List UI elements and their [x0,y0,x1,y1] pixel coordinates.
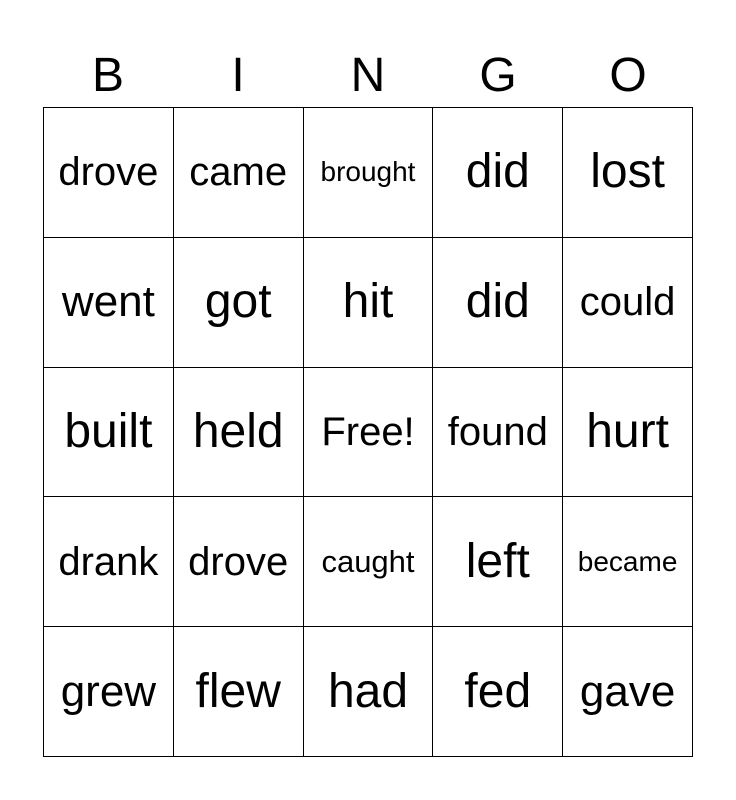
bingo-cell: did [433,108,563,238]
bingo-cell: found [433,368,563,498]
bingo-cell: built [44,368,174,498]
bingo-cell: flew [174,627,304,757]
bingo-cell: had [304,627,434,757]
bingo-cell: left [433,497,563,627]
bingo-cell: hurt [563,368,693,498]
bingo-cell: fed [433,627,563,757]
header-letter-b: B [91,49,124,102]
bingo-cell: went [44,238,174,368]
bingo-cell: lost [563,108,693,238]
bingo-cell: got [174,238,304,368]
header-letter-g: G [479,49,517,102]
header-letter-i: I [231,49,245,102]
bingo-header [43,46,693,106]
bingo-board [43,107,693,757]
bingo-cell: drove [174,497,304,627]
bingo-cell: brought [304,108,434,238]
header-letter-n: N [350,49,386,102]
bingo-cell: came [174,108,304,238]
bingo-cell: became [563,497,693,627]
header-letter-o: O [609,49,647,102]
bingo-cell: gave [563,627,693,757]
bingo-cell: did [433,238,563,368]
free-space-cell: Free! [304,368,434,498]
bingo-cell: grew [44,627,174,757]
bingo-cell: drove [44,108,174,238]
bingo-cell: drank [44,497,174,627]
bingo-cell: caught [304,497,434,627]
bingo-cell: hit [304,238,434,368]
bingo-cell: held [174,368,304,498]
bingo-cell: could [563,238,693,368]
